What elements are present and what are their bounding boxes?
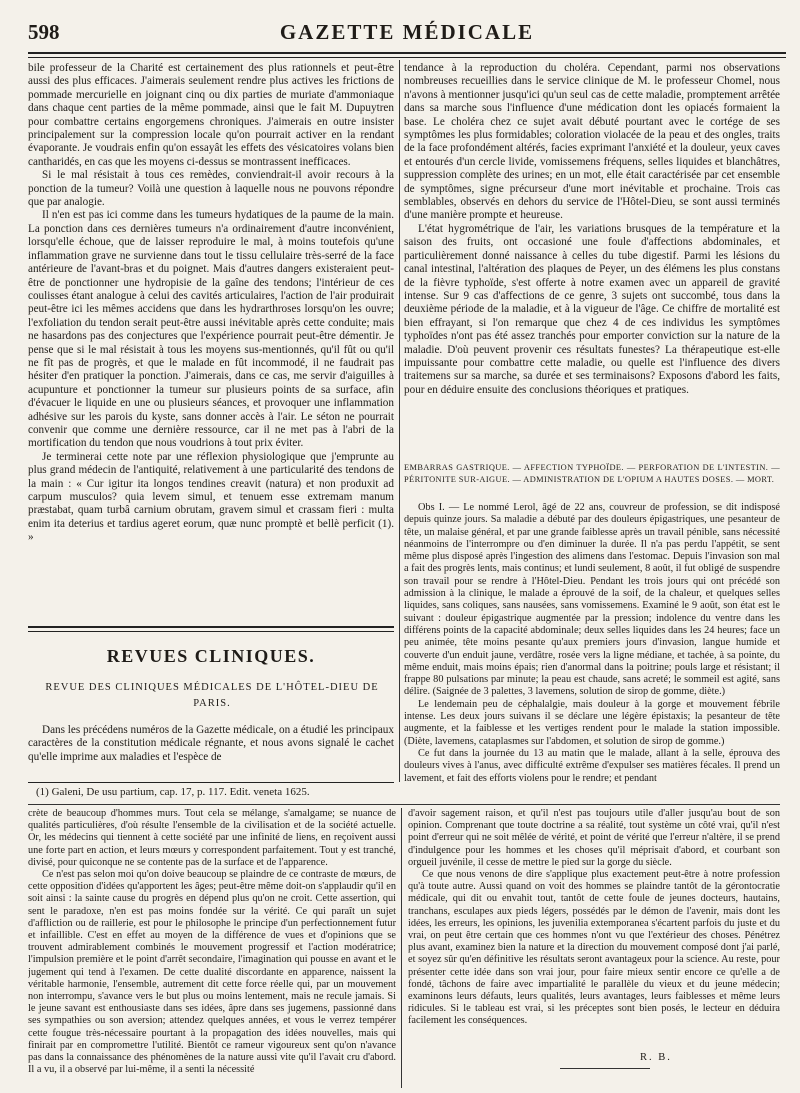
page-header xyxy=(28,20,786,54)
footnote: (1) Galeni, De usu partium, cap. 17, p. 117. Edit. veneta 1625. xyxy=(36,786,310,798)
left-paragraph: Si le mal résistait à tous ces remèdes, conviendrait-il avoir recours à la ponction de la tumeur? Voilà une question à laquelle nous ne pouvons répondre que par analogie. xyxy=(28,169,394,209)
author-signature: R. B. xyxy=(640,1052,672,1063)
bottom-right-column xyxy=(408,808,780,1044)
section-subtitle: REVUE DES CLINIQUES MÉDICALES DE L'HÔTEL-DIEU DE PARIS. xyxy=(45,682,379,709)
bottom-right-paragraph: Ce que nous venons de dire s'applique plus exactement peut-être à notre profession qu'à toute autre. Aussi quand on voit des hommes se plaindre tantôt de la gérontocratie médicale, qui dit ou envahit tout, tantôt de cette foule de jeunes docteurs, hautains, tranchans, esculapes aux pieds légers, possédés par le démon de l'avenir, mais dont les idées, les erreurs, les opinions, les juvenilia extemporanea s'écartent parfois du juste et du vrai, on peut être certain que ces hommes n'ont vu que l'extérieur des choses. Pénétrez plus avant, examinez bien la nature et la direction du mouvement composé dont j'ai parlé, et soyez sûr qu'en définitive les résultats seront avantageux pour la science. Au reste, pour présenter cette idée dans son vrai jour, pour faire mieux sentir encore ce qu'elle a de fondé, tâchons de faire avec impartialité le parallèle du vieux et du jeune médecin; examinons leurs défauts, leurs qualités, leurs avantages, leurs faiblesses et même leurs ridicules. Si le tableau est vrai, si les préceptes sont bien posés, le lecteur en déduira facilement les conséquences. xyxy=(408,869,780,1027)
bottom-right-paragraph: d'avoir sagement raison, et qu'il n'est pas toujours utile d'aller jusqu'au bout de son opinion. Comprenant que toute doctrine a sa réalité, tout système un côté vrai, qu'il n'est point d'erreur qui ne soit mêlée de vérité, et point de vérité que l'erreur n'altère, il se prend d'indulgence pour les hommes et les choses qu'il méprisait d'abord, et courbant son orgueil juvénile, il cesse de mettre le pied sur la gorge du siècle. xyxy=(408,808,780,868)
column-divider xyxy=(399,60,400,782)
section-title: REVUES CLINIQUES. xyxy=(106,646,316,666)
lower-section-rule xyxy=(28,804,780,805)
observation-paragraph: Obs I. — Le nommé Lerol, âgé de 22 ans, couvreur de profession, se dit indisposé depuis quinze jours. Sa maladie a débuté par des douleurs épigastriques, une pesanteur de tête, un malaise général, et par une grande faiblesse après un travail pénible, sans nécessité néanmoins de l'interrompre ou d'en diminuer la durée. Il n'a pas perdu l'appétit, se sent même plus disposé après l'ingestion des alimens dans l'estomac. Depuis l'invasion son mal a fait des progrès lents, mais continus; et lundi seulement, 8 août, il fut obligé de suspendre son travail pour se rendre à l'Hôtel-Dieu. Pendant les trois jours qui ont précédé son admission à la clinique, le malade a éprouvé de la soif, de la chaleur, et quelques selles liquides, sans coliques, sans nausées, sans vomissemens. Examiné le 9 août, son état est le suivant : douleur épigastrique augmentée par la pression; indolence du ventre dans les différens points de la capacité abdominale; deux selles liquides dans les 24 heures; face un peu animée, tête moins pesante qu'aux premiers jours d'invasion, langue humide et couverte d'un enduit jaune, verdâtre, rosée vers la ligne médiane, et tachée, à sa pointe, du même enduit, mais moins épais; rien d'anormal dans la poitrine; pouls large et résistant; il frappe 80 pulsations par minute; la peau est chaude, sans acreté; le sommeil est agité, sans délire. (Saignée de 3 palettes, 3 lavemens, solution de sirop de gomme, diète.) xyxy=(404,502,780,698)
right-paragraph: tendance à la reproduction du choléra. Cependant, parmi nos observations nombreuses recueillies dans le service clinique de M. le professeur Chomel, nous n'avons à mentionner jusqu'ici qu'un seul cas de cette maladie, promptement arrêtée dans sa marche sous l'influence d'une médication dont les opiacés formaient la base. Le choléra chez ce sujet avait débuté pourtant avec le cortége de ses symptômes les plus formidables; coloration violacée de la peau et des ongles, traits de la face profondément altérés, facies exprimant l'anxiété et la douleur, yeux caves et entourés d'un cercle livide, vomissemens fréquens, selles liquides et blanchâtres, suppression complète des urines; en un mot, elle était caractérisée par cet ensemble de symptômes, signe précurseur d'une mort inévitable et prochaine. Trois cas semblables, observés en dehors du service de l'Hôtel-Dieu, se sont aussi terminés d'une manière prompte et heureuse. xyxy=(404,62,780,222)
left-paragraph: bile professeur de la Charité est certainement des plus rationnels et peut-être aussi des plus efficaces. J'aimerais seulement rendre plus actives les frictions de pommade mercurielle en joignant cinq ou dix parties de muriate d'ammoniaque dans chaque cent parties de la même pommade, ainsi que le fait M. Dupuytren pour combattre certains engorgemens chroniques. J'aimerais en outre insister principalement sur la compression locale qu'on pourrait activer en la rendant évaporante. Je voudrais enfin qu'on essayât les effets des vésicatoires volans bien cantharidés, en cas que les moyens ci-dessus se montrassent inefficaces. xyxy=(28,62,394,168)
left-paragraph: Je terminerai cette note par une réflexion physiologique que j'emprunte au plus grand médecin de l'antiquité, relativement à une particularité des tendons de la main : « Cur igitur ita longos tendines creavit (natura) et non produxit ad carpum musculos? quia levem simul, et tenuem esse extremam manum præstabat, quam turbâ carnium obrutam, gravem simul et crassam fieri : multa enim ita deterius et tardius ageret eorum, quæ nunc promptè et bellè perficit (1). » xyxy=(28,450,394,544)
lower-column-divider xyxy=(401,808,402,1088)
bottom-left-paragraph: crète de beaucoup d'hommes murs. Tout cela se mélange, s'amalgame; se nuance de qualités particulières, d'où résulte l'ensemble de la civilisation et de la société actuelle. Or, les médecins qui tiennent à cette société par une infinité de liens, en reçoivent aussi une forte part en action, et leurs mœurs y correspondent parfaitement. Tout y est tranché, divisé, pour quiconque ne se contente pas de la surface et de l'apparence. xyxy=(28,808,396,868)
right-column xyxy=(404,62,780,457)
section-intro xyxy=(28,724,394,780)
observation-paragraph: Ce fut dans la journée du 13 au matin que le malade, allant à la selle, éprouva des douleurs vives à l'anus, avec difficulté extrême d'expulser ses matières fécales. Il prend un lavement, et fait des efforts violens pour le rendre; et pendant xyxy=(404,747,780,784)
observation-paragraph: Le lendemain peu de céphalalgie, mais douleur à la gorge et mouvement fébrile intense. Les deux jours suivans il se déclare une légère épistaxis; la pesanteur de tête augmente, et la faiblesse et les vertiges rendent pour le malade la station impossible. (Diète, lavemens, cataplasmes sur l'abdomen, et solution de sirop de gomme.) xyxy=(404,698,780,747)
closing-rule xyxy=(560,1068,650,1069)
page-number: 598 xyxy=(28,20,60,44)
bottom-left-paragraph: Ce n'est pas selon moi qu'on doive beaucoup se plaindre de ce contraste de mœurs, de cette opposition d'idées qu'apportent les âges; peut-être même doit-on s'applaudir qu'il en soit ainsi : la sainte cause du progrès en dépend plus qu'on ne croit. Cette assertion, qui sent le paradoxe, n'en est pas moins fondée sur la vérité. Ce qui paraît un sujet d'affliction ou de raillerie, est pour le philosophe le principe d'un perfectionnement futur et infaillible. C'est en effet au moyen de la différence de vues et d'opinions que se trouvent admirablement combinés le mouvement progressif et l'action modératrice; l'impulsion première et le point d'arrêt secondaire, l'imagination qui pousse en avant et le jugement qui tend à l'examen. De cette dualité discordante en apparence, naissent la véritable harmonie, l'ensemble, autrement dit cette force réelle qui, par un mouvement non interrompu, s'avance vers le but plus ou moins lentement, mais ne recule jamais. Si le jeune savant est enthousiaste dans ses idées, âpre dans ses jugemens, passionné dans ses sympathies ou son aversion; attendez quelques années, et vous le verrez tempérer cette fougue très-nécessaire pourtant à la propagation des idées nouvelles, mais qui finirait par en compromettre l'utilité. Bientôt ce rameur vigoureux sent qu'on n'avance pas dans la connaissance des phénomènes de la nature aussi vite qu'il l'avait cru d'abord. Il a vu, il a observé par lui-même, il a senti la nécessité xyxy=(28,869,396,1076)
section-intro-text: Dans les précédens numéros de la Gazette médicale, on a étudié les principaux caractères de la constitution médicale régnante, et nous avons signalé le cachet qu'elle imprime aux maladies et l'espèce de xyxy=(28,724,394,763)
observation-column xyxy=(404,502,780,802)
section-rule xyxy=(28,626,394,628)
footnote-rule xyxy=(28,782,394,783)
header-rule xyxy=(28,52,786,54)
page-title: GAZETTE MÉDICALE xyxy=(279,20,535,44)
header-rule-thin xyxy=(28,57,786,58)
right-paragraph: L'état hygrométrique de l'air, les variations brusques de la température et la saison des fruits, ont occasioné une foule d'affections abdominales, et particulièrement donné naissance à celles du tube digestif. Parmi les lésions du canal intestinal, l'altération des plaques de Peyer, un des élémens les plus constans de la fièvre typhoïde, s'est offerte à notre examen avec un appareil de gravité intense. Sur 9 cas d'affections de ce genre, 3 sujets ont succombé, tous dans la deuxième période de la maladie, et à la vigueur de l'âge. Ce chiffre de mortalité est bien effrayant, si l'on remarque que chez 4 de ces individus les symptômes typhoïdes n'ont pas été assez tranchés pour emporter conviction sur la nature de la maladie. D'où peuvent provenir ces résultats funestes? La thérapeutique est-elle impuissante pour combattre cette maladie, ou quelle est l'influence des divers traitemens sur sa marche, sa durée et ses terminaisons? Exposons d'abord les faits, pour en déduire ensuite des conclusions théoriques et pratiques. xyxy=(404,222,780,396)
left-paragraph: Il n'en est pas ici comme dans les tumeurs hydatiques de la paume de la main. La ponction dans ces dernières tumeurs n'a ordinairement d'autre inconvénient, lorsqu'elle échoue, que de laisser reproduire le mal, à moins toutefois qu'une inflammation grave ne survienne dans tout le tissu cellulaire très-serré de la face antérieure de l'avant-bras et du poignet. Mais d'autres dangers existeraient peut-être de ponctionner une hydropisie de la gaîne des tendons; l'intérieur de ces coulisses étant analogue à celui des cavités articulaires, l'action de l'air produirait peut-être ici les mêmes accidens que dans les hydrarthroses lorsqu'on les ouvre; l'exfoliation du tendon serait peut-être aussi inévitable après cette conduite; mais ne hasardons pas des conjectures que l'expérience pourrait peut-être démentir. Je pense que si le mal résistait à tous les moyens sus-mentionnés, qu'il fût ou qu'il ne fît pas de progrès, et que le malade en fût incommodé, il ne faudrait pas hésiter d'en pratiquer la ponction. J'aimerais, dans ce cas, me servir d'aiguilles à acupunture et ponctionner la tumeur sur plusieurs points de sa surface, afin d'évacuer le liquide en une ou plusieurs séances, et provoquer une inflammation adhésive sur les parois du kyste, sans donner accès à l'air. Le séton ne pourrait convenir que comme une dernière ressource, car il ne met pas à l'abri de la mortification du tendon que nous voudrions à tout prix éviter. xyxy=(28,209,394,450)
cases-heading: EMBARRAS GASTRIQUE. — AFFECTION TYPHOÏDE. — PERFORATION DE L'INTESTIN. — PÉRITONITE SUR-AIGUE. — ADMINISTRATION DE L'OPIUM A HAUTES DOSES. — MORT. xyxy=(404,463,780,484)
left-column xyxy=(28,62,394,612)
bottom-left-column xyxy=(28,808,396,1088)
section-rule-thin xyxy=(28,631,394,632)
